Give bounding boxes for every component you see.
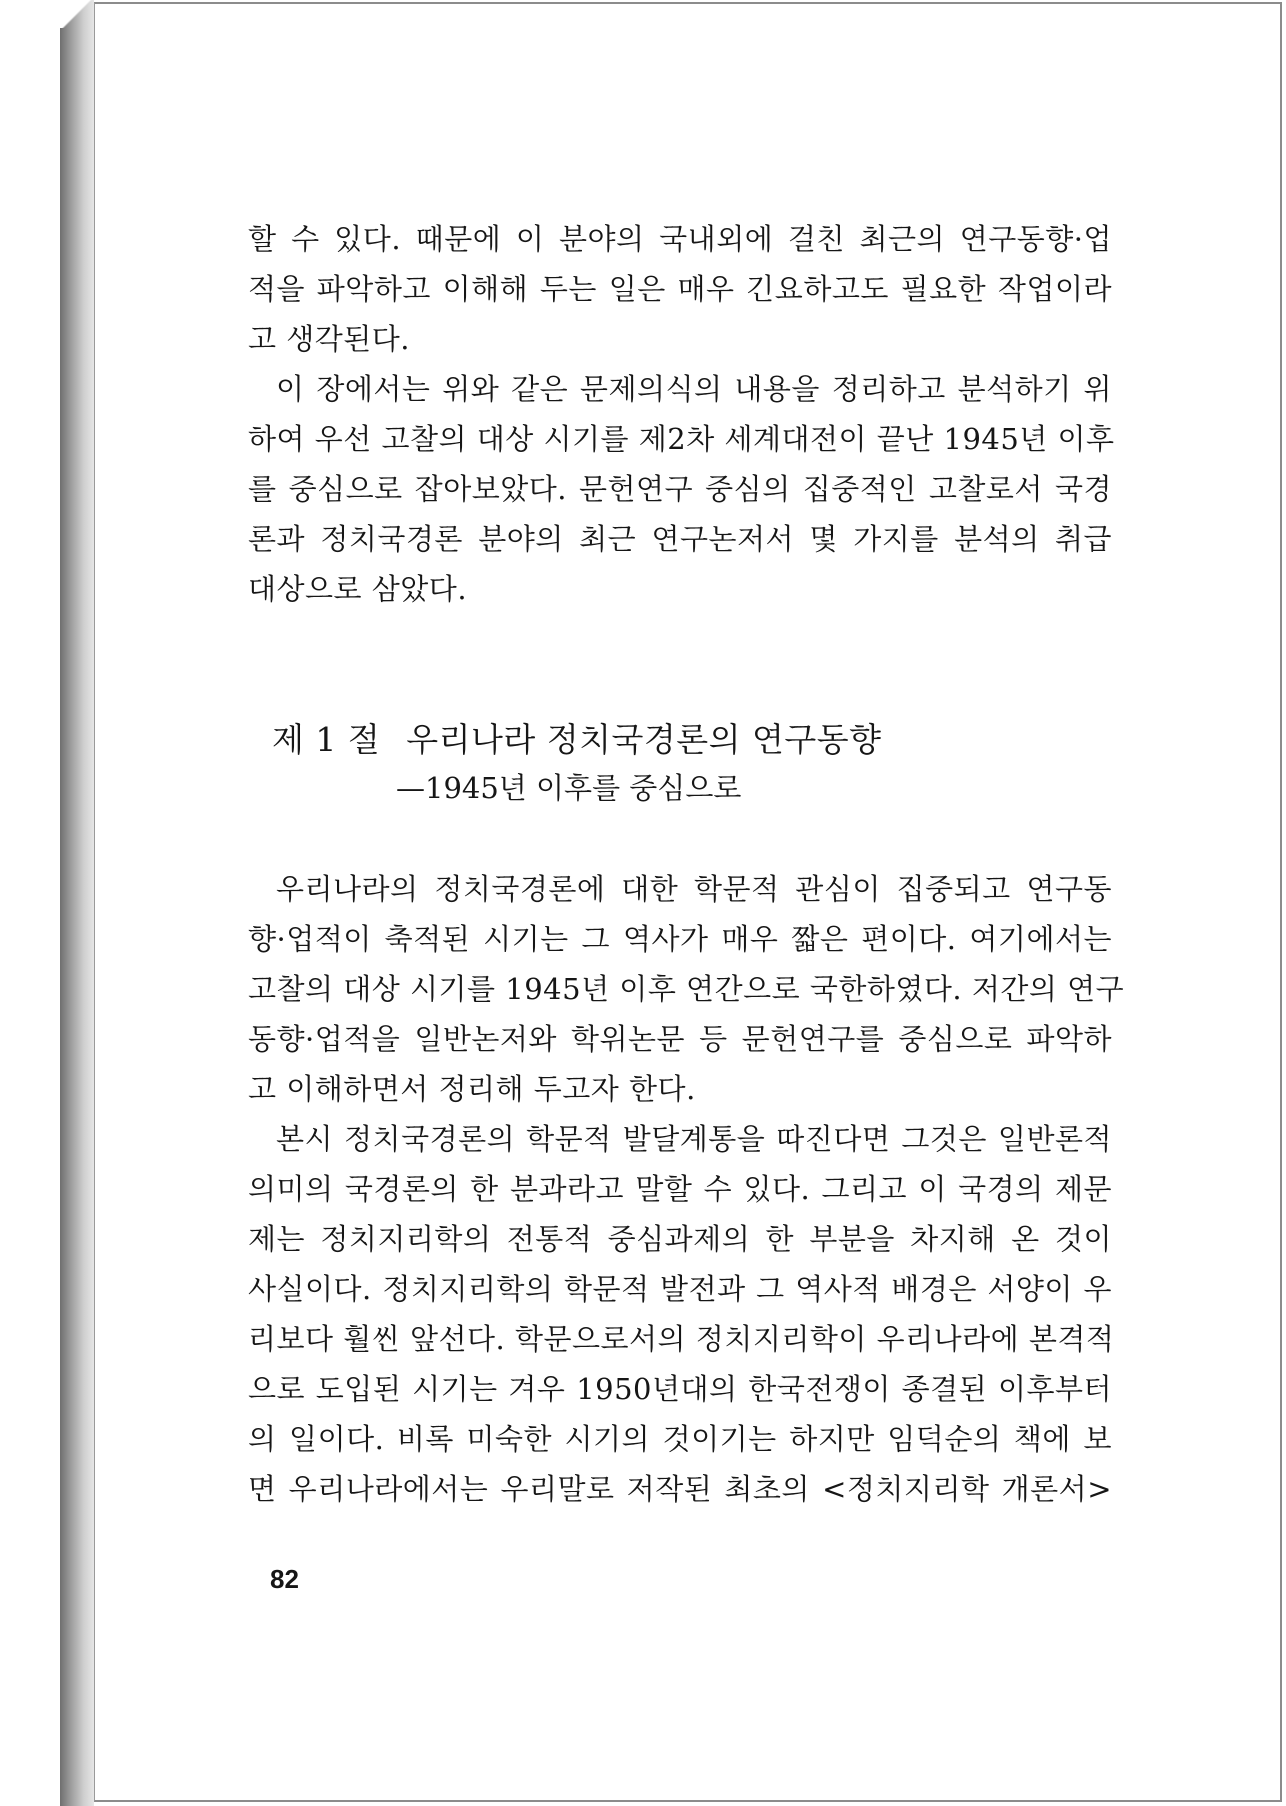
section-subtitle: —1945년 이후를 중심으로 xyxy=(396,771,742,805)
text-line: 론과 정치국경론 분야의 최근 연구논저서 몇 가지를 분석의 취급 xyxy=(248,522,1112,556)
text-line: 본시 정치국경론의 학문적 발달계통을 따진다면 그것은 일반론적 xyxy=(276,1122,1112,1156)
paragraph-4 xyxy=(248,1114,1115,1514)
section-heading xyxy=(272,716,882,764)
text-line: 우리나라의 정치국경론에 대한 학문적 관심이 집중되고 연구동 xyxy=(276,872,1112,906)
text-line: 제는 정치지리학의 전통적 중심과제의 한 부분을 차지해 온 것이 xyxy=(248,1222,1112,1256)
text-line: 동향·업적을 일반논저와 학위논문 등 문헌연구를 중심으로 파악하 xyxy=(248,1022,1112,1056)
paragraph-2 xyxy=(248,364,1115,614)
text-line: 고 이해하면서 정리해 두고자 한다. xyxy=(248,1072,696,1106)
bottom-text-block xyxy=(248,864,1125,1514)
text-line: 사실이다. 정치지리학의 학문적 발전과 그 역사적 배경은 서양이 우 xyxy=(248,1272,1112,1306)
page-number: 82 xyxy=(270,1564,299,1594)
text-line: 를 중심으로 잡아보았다. 문헌연구 중심의 집중적인 고찰로서 국경 xyxy=(248,472,1112,506)
text-line: 의 일이다. 비록 미숙한 시기의 것이기는 하지만 임덕순의 책에 보 xyxy=(248,1422,1112,1456)
text-line: 고찰의 대상 시기를 1945년 이후 연간으로 국한하였다. 저간의 연구 xyxy=(248,972,1125,1006)
text-line: 고 생각된다. xyxy=(248,322,411,356)
section-number: 제 1 절 xyxy=(272,720,381,759)
section-title: 우리나라 정치국경론의 연구동향 xyxy=(406,720,882,759)
text-line: 으로 도입된 시기는 겨우 1950년대의 한국전쟁이 종결된 이후부터 xyxy=(248,1372,1112,1406)
top-text-block xyxy=(248,214,1115,614)
text-line: 할 수 있다. 때문에 이 분야의 국내외에 걸친 최근의 연구동향·업 xyxy=(248,222,1112,256)
text-line: 적을 파악하고 이해해 두는 일은 매우 긴요하고도 필요한 작업이라 xyxy=(248,272,1112,306)
text-line: 이 장에서는 위와 같은 문제의식의 내용을 정리하고 분석하기 위 xyxy=(276,372,1112,406)
text-line: 하여 우선 고찰의 대상 시기를 제2차 세계대전이 끝난 1945년 이후 xyxy=(248,422,1115,456)
text-line: 리보다 훨씬 앞선다. 학문으로서의 정치지리학이 우리나라에 본격적 xyxy=(248,1322,1115,1356)
text-line: 대상으로 삼았다. xyxy=(248,572,468,606)
paragraph-3 xyxy=(248,864,1125,1114)
text-line: 면 우리나라에서는 우리말로 저작된 최초의 <정치지리학 개론서> xyxy=(248,1472,1112,1506)
text-line: 향·업적이 축적된 시기는 그 역사가 매우 짧은 편이다. 여기에서는 xyxy=(248,922,1112,956)
text-line: 의미의 국경론의 한 분과라고 말할 수 있다. 그리고 이 국경의 제문 xyxy=(248,1172,1112,1206)
book-page-edge xyxy=(60,0,94,1806)
paragraph-1 xyxy=(248,214,1112,364)
